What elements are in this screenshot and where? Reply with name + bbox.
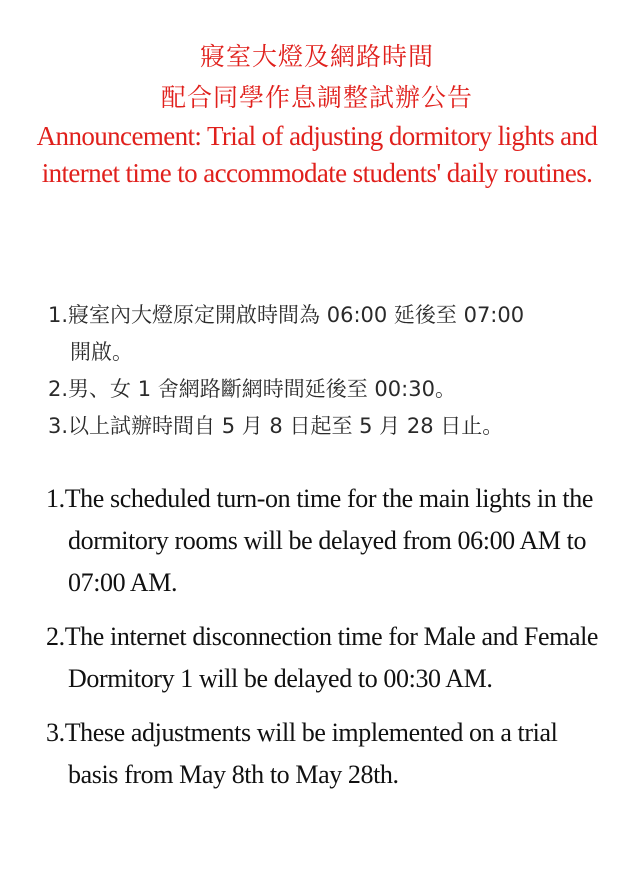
zh-item-number: 2. — [48, 377, 69, 401]
en-item-2 — [46, 616, 606, 700]
zh-item-1 — [48, 297, 550, 371]
zh-item-list — [48, 297, 608, 445]
en-item-text: The scheduled turn-on time for the main lights in the dormitory rooms will be delayed from 06:00 AM to 07:00 AM. — [64, 484, 593, 597]
announcement-title — [0, 36, 634, 192]
zh-item-number: 1. — [48, 303, 69, 327]
zh-item-text: 以上試辦時間自 5 月 8 日起至 5 月 28 日止。 — [68, 414, 504, 438]
zh-item-3 — [48, 408, 608, 445]
title-en: Announcement: Trial of adjusting dormitory lights and internet time to accommodate students' daily routines. — [36, 121, 598, 188]
en-item-1 — [46, 478, 606, 604]
en-item-number: 3. — [46, 718, 65, 747]
en-item-text: These adjustments will be implemented on a trial basis from May 8th to May 28th. — [64, 718, 558, 789]
title-zh-line-1: 寢室大燈及網路時間 — [199, 42, 434, 71]
en-item-number: 1. — [46, 484, 65, 513]
zh-item-number: 3. — [48, 414, 69, 438]
zh-item-text: 男、女 1 舍網路斷網時間延後至 00:30。 — [68, 377, 456, 401]
en-item-number: 2. — [46, 622, 65, 651]
en-item-text: The internet disconnection time for Male and Female Dormitory 1 will be delayed to 00:30 AM. — [64, 622, 599, 693]
en-item-list — [46, 478, 606, 808]
title-zh-line-2: 配合同學作息調整試辦公告 — [160, 83, 473, 112]
zh-item-text: 寢室內大燈原定開啟時間為 06:00 延後至 07:00 開啟。 — [68, 303, 525, 364]
en-item-3 — [46, 712, 606, 796]
zh-item-2 — [48, 371, 608, 408]
